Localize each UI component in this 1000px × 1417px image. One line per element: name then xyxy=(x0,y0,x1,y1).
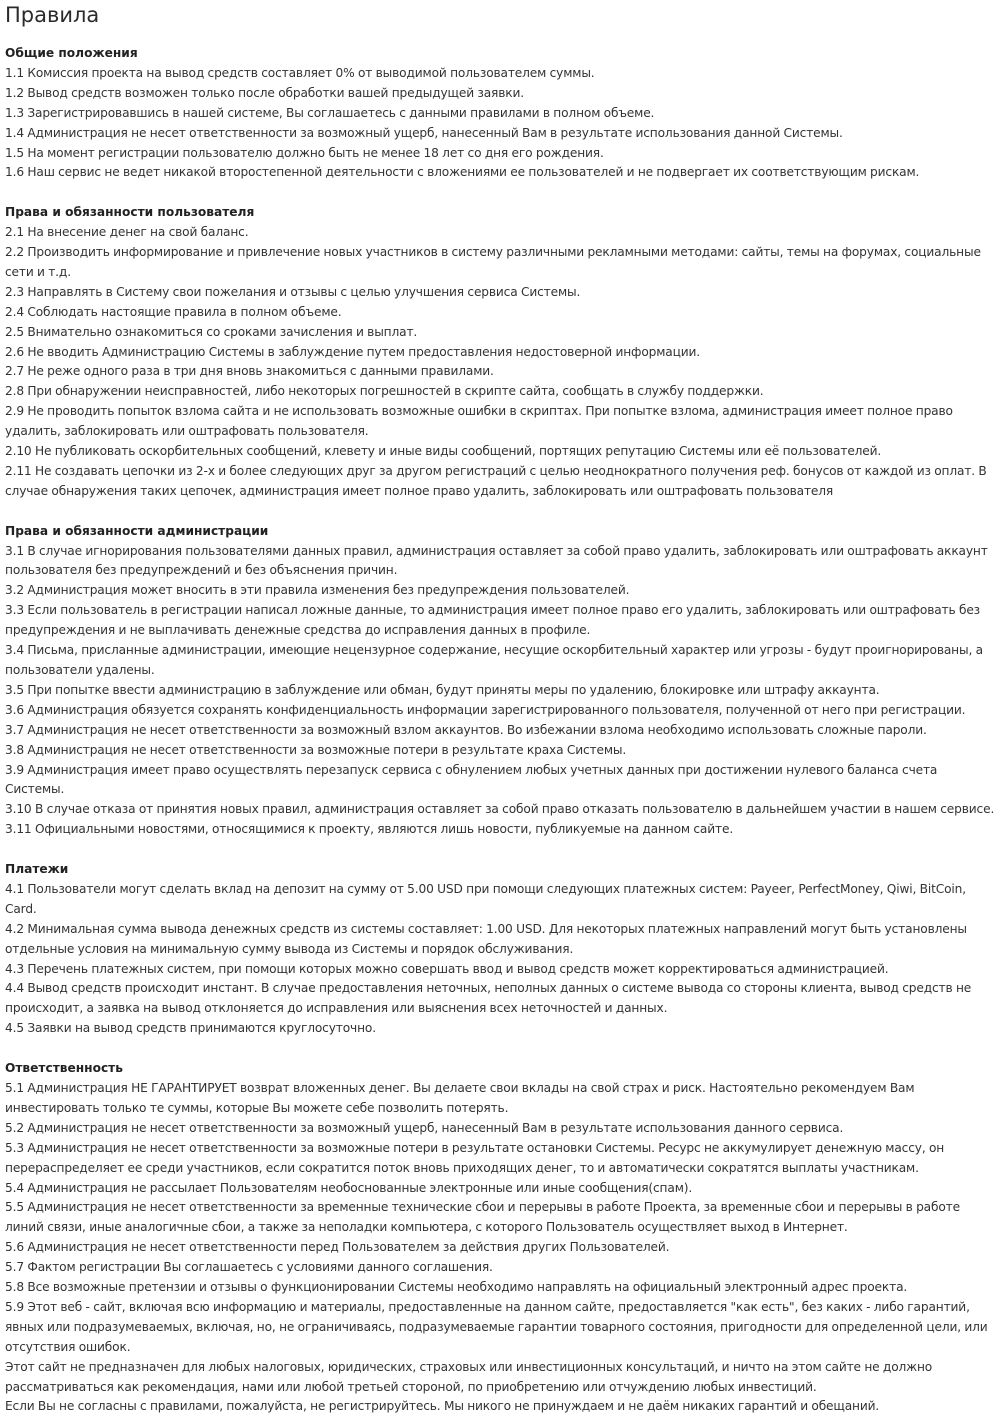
rule-item: 2.5 Внимательно ознакомиться со сроками зачисления и выплат. xyxy=(5,324,418,339)
rule-item: 1.2 Вывод средств возможен только после обработки вашей предыдущей заявки. xyxy=(5,85,524,100)
rule-item: Этот сайт не предназначен для любых налоговых, юридических, страховых или инвестиционных консультаций, и ничто на этом сайте не должно рассматриваться как рекомендация, нами или любой третьей стороной, по приобретению или отчуждению любых инвестиций. xyxy=(5,1359,933,1394)
rule-item: 4.1 Пользователи могут сделать вклад на депозит на сумму от 5.00 USD при помощи следующих платежных систем: Payeer, PerfectMoney, Qiwi, BitCoin, Card. xyxy=(5,881,966,916)
rule-item: 2.4 Соблюдать настоящие правила в полном объеме. xyxy=(5,304,342,319)
rule-item: 3.2 Администрация может вносить в эти правила изменения без предупреждения пользователей. xyxy=(5,583,630,598)
section-heading: Ответственность xyxy=(5,1061,123,1076)
rule-item: 5.8 Все возможные претензии и отзывы о функционировании Системы необходимо направлять на официальный электронный адрес проекта. xyxy=(5,1280,908,1295)
rule-item: 2.6 Не вводить Администрацию Системы в заблуждение путем предоставления недостоверной информации. xyxy=(5,344,700,359)
rule-item: 1.5 На момент регистрации пользователю должно быть не менее 18 лет со дня его рождения. xyxy=(5,145,604,160)
rule-item: 3.6 Администрация обязуется сохранять конфиденциальность информации зарегистрированного пользователя, полученной от него при регистрации. xyxy=(5,702,966,717)
rule-item: 4.4 Вывод средств происходит инстант. В случае предоставления неточных, неполных данных о системе вывода со стороны клиента, вывод средств не происходит, а заявка на вывод отклоняется до исправления или выяснения всех неточностей и данных. xyxy=(5,981,972,1016)
rule-item: 5.1 Администрация НЕ ГАРАНТИРУЕТ возврат вложенных денег. Вы делаете свои вклады на свой страх и риск. Настоятельно рекомендуем Вам инвестировать только те суммы, которые Вы можете себе позволить потерять. xyxy=(5,1080,915,1115)
rule-item: 5.3 Администрация не несет ответственности за возможные потери в результате остановки Системы. Ресурс не аккумулирует денежную массу, он перераспределяет ее среди участников, если сократится поток вновь приходящих денег, то и автоматически сократятся выплаты участникам. xyxy=(5,1140,945,1175)
rules-section xyxy=(5,1039,995,1417)
rule-item: 4.3 Перечень платежных систем, при помощи которых можно совершать ввод и вывод средств может корректироваться администрацией. xyxy=(5,961,889,976)
rule-item: 3.8 Администрация не несет ответственности за возможные потери в результате краха Системы. xyxy=(5,742,627,757)
rule-item: 1.3 Зарегистрировавшись в нашей системе, Вы соглашаетесь с данными правилами в полном объеме. xyxy=(5,105,655,120)
section-spacer xyxy=(5,183,995,203)
section-heading: Права и обязанности администрации xyxy=(5,523,269,538)
rule-item: 3.5 При попытке ввести администрацию в заблуждение или обман, будут приняты меры по удалению, блокировке или штрафу аккаунта. xyxy=(5,682,880,697)
section-heading: Права и обязанности пользователя xyxy=(5,205,255,220)
section-spacer xyxy=(5,1039,995,1059)
rule-item: 4.2 Минимальная сумма вывода денежных средств из системы составляет: 1.00 USD. Для некоторых платежных направлений могут быть установлены отдельные условия на минимальную сумму вывода из Системы и порядок обслуживания. xyxy=(5,921,967,956)
rule-item: 3.9 Администрация имеет право осуществлять перезапуск сервиса с обнулением любых учетных данных при достижении нулевого баланса счета Системы. xyxy=(5,762,938,797)
rule-item: 3.1 В случае игнорирования пользователями данных правил, администрация оставляет за собой право удалить, заблокировать или оштрафовать аккаунт пользователя без предупреждений и без объяснения причин. xyxy=(5,543,988,578)
rule-item: 2.8 При обнаружении неисправностей, либо некоторых погрешностей в скрипте сайта, сообщать в службу поддержки. xyxy=(5,384,764,399)
rule-item: 1.4 Администрация не несет ответственности за возможный ущерб, нанесенный Вам в результате использования данной Системы. xyxy=(5,125,843,140)
rule-item: 3.4 Письма, присланные администрации, имеющие нецензурное содержание, несущие оскорбительный характер или угрозы - будут проигнорированы, а пользователи удалены. xyxy=(5,643,983,678)
rule-item: 3.10 В случае отказа от принятия новых правил, администрация оставляет за собой право отказать пользователю в дальнейшем участии в нашем сервисе. xyxy=(5,802,995,817)
section-heading: Платежи xyxy=(5,862,69,877)
rule-item: 2.9 Не проводить попыток взлома сайта и не использовать возможные ошибки в скриптах. При попытке взлома, администрация имеет полное право удалить, заблокировать или оштрафовать пользователя. xyxy=(5,404,953,439)
page-title: Правила xyxy=(5,3,100,27)
rule-item: 2.11 Не создавать цепочки из 2-х и более следующих друг за другом регистраций с целью неоднократного получения реф. бонусов от каждой из оплат. В случае обнаружения таких цепочек, администрация имеет полное право удалить, заблокировать или оштрафовать пользователя xyxy=(5,463,987,498)
rule-item: 2.10 Не публиковать оскорбительных сообщений, клевету и иные виды сообщений, портящих репутацию Системы или её пользователей. xyxy=(5,444,882,459)
rules-sections xyxy=(5,44,995,1417)
rule-item: 3.7 Администрация не несет ответственности за возможный взлом аккаунтов. Во избежании взлома необходимо использовать сложные пароли. xyxy=(5,722,927,737)
rule-item: 5.5 Администрация не несет ответственности за временные технические сбои и перерывы в работе Проекта, за временные сбои и перерывы в работе линий связи, иные аналогичные сбои, а также за неполадки компьютера, с которого Пользователь осуществляет выход в Интернет. xyxy=(5,1200,960,1235)
rule-item: 3.3 Если пользователь в регистрации написал ложные данные, то администрация имеет полное право его удалить, заблокировать или оштрафовать без предупреждения и не выплачивать денежные средства до исправления данных в профиле. xyxy=(5,603,981,638)
rule-item: 5.6 Администрация не несет ответственности перед Пользователем за действия других Пользователей. xyxy=(5,1240,670,1255)
section-spacer xyxy=(5,840,995,860)
rules-section xyxy=(5,502,995,840)
rule-item: 3.11 Официальными новостями, относящимися к проекту, являются лишь новости, публикуемые на данном сайте. xyxy=(5,822,734,837)
rule-item: 2.7 Не реже одного раза в три дня вновь знакомиться с данными правилами. xyxy=(5,364,494,379)
section-spacer xyxy=(5,502,995,522)
rule-item: 4.5 Заявки на вывод средств принимаются круглосуточно. xyxy=(5,1021,376,1036)
section-heading: Общие положения xyxy=(5,46,138,60)
rule-item: Если Вы не согласны с правилами, пожалуйста, не регистрируйтесь. Мы никого не принуждаем и не даём никаких гарантий и обещаний. xyxy=(5,1399,880,1414)
rule-item: 5.9 Этот веб - сайт, включая всю информацию и материалы, предоставленные на данном сайте, предоставляется "как есть", без каких - либо гарантий, явных или подразумеваемых, включая, но, не ограничиваясь, подразумеваемые гарантии товарного состояния, пригодности для определенной цели, или отсутствия ошибок. xyxy=(5,1299,988,1354)
rules-section xyxy=(5,44,995,183)
rule-item: 1.1 Комиссия проекта на вывод средств составляет 0% от выводимой пользователем суммы. xyxy=(5,65,595,80)
rule-item: 5.2 Администрация не несет ответственности за возможный ущерб, нанесенный Вам в результате использования данного сервиса. xyxy=(5,1120,844,1135)
rule-item: 2.1 На внесение денег на свой баланс. xyxy=(5,225,249,240)
rules-section xyxy=(5,840,995,1039)
rule-item: 2.2 Производить информирование и привлечение новых участников в систему различными рекламными методами: сайты, темы на форумах, социальные сети и т.д. xyxy=(5,245,981,279)
rule-item: 5.7 Фактом регистрации Вы соглашаетесь с условиями данного соглашения. xyxy=(5,1260,493,1275)
rule-item: 1.6 Наш сервис не ведет никакой второстепенной деятельности с вложениями ее пользователей и не подвергает их соответствующим рискам. xyxy=(5,165,920,180)
rules-section xyxy=(5,183,995,501)
rule-item: 5.4 Администрация не рассылает Пользователям необоснованные электронные или иные сообщения(спам). xyxy=(5,1180,693,1195)
rule-item: 2.3 Направлять в Систему свои пожелания и отзывы с целью улучшения сервиса Системы. xyxy=(5,284,581,299)
